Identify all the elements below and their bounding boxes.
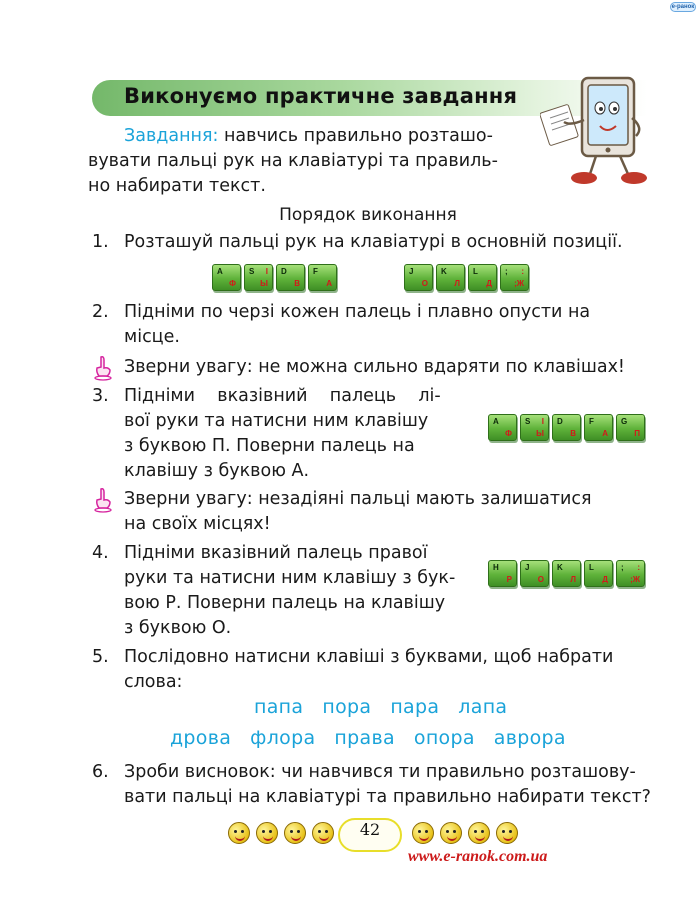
key-latin-label: J (525, 563, 530, 572)
key-latin-label: D (557, 417, 563, 426)
key-cap (552, 560, 581, 587)
key-cap (212, 264, 241, 291)
step-5-line-2: слова: (124, 672, 183, 692)
attention-finger-icon (92, 487, 116, 513)
smiley-icon (256, 822, 278, 844)
key-cap (468, 264, 497, 291)
key-latin-label: F (589, 417, 594, 426)
key-cyrillic-label: Ф (505, 429, 512, 438)
attention-finger-icon (92, 355, 116, 381)
key-cyrillic-label: А (326, 279, 332, 288)
note-2-line-2: на своїх місцях! (124, 514, 271, 534)
step-3-line-2: вої руки та натисни ним клавішу (124, 411, 429, 431)
key-cap (616, 560, 645, 587)
key-cap (244, 264, 273, 291)
step-3-line-3: з буквою П. Поверни палець на (124, 436, 415, 456)
key-cyrillic-label: П (634, 429, 640, 438)
smiley-icon (468, 822, 490, 844)
key-cyrillic-label: Р (506, 575, 512, 584)
key-cap (500, 264, 529, 291)
key-cyrillic-label: О (537, 575, 544, 584)
task-label: Завдання: (124, 126, 219, 146)
key-cap (404, 264, 433, 291)
key-latin-label: A (493, 417, 499, 426)
keyboard-right-home (404, 264, 529, 291)
key-alt-label: І (265, 267, 268, 276)
key-latin-label: G (621, 417, 628, 426)
task-line-3: но набирати текст. (88, 176, 266, 196)
key-cyrillic-label: Д (486, 279, 492, 288)
section-title: Виконуємо практичне завдання (124, 84, 518, 108)
step-6-line-2: вати пальці на клавіатурі та правильно набирати текст? (124, 787, 651, 807)
key-cap (584, 414, 613, 441)
practice-words-row-1: папа пора пара лапа (254, 696, 508, 718)
key-latin-label: K (557, 563, 563, 572)
step-number: 2. (92, 302, 109, 322)
key-cyrillic-label: О (421, 279, 428, 288)
practice-words-row-2: дрова флора права опора аврора (170, 727, 566, 749)
step-number: 3. (92, 386, 109, 406)
step-4-line-3: вою Р. Поверни палець на клавішу (124, 593, 446, 613)
key-latin-label: S (525, 417, 531, 426)
smiley-icon (312, 822, 334, 844)
key-cyrillic-label: Ф (229, 279, 236, 288)
key-latin-label: K (441, 267, 447, 276)
key-latin-label: F (313, 267, 318, 276)
key-cyrillic-label: Ы (260, 279, 268, 288)
key-cap (276, 264, 305, 291)
key-latin-label: L (589, 563, 594, 572)
smiley-icon (440, 822, 462, 844)
note-1-text: Зверни увагу: не можна сильно вдаряти по клавішах! (124, 357, 625, 377)
step-4-line-2: руки та натисни ним клавішу з бук- (124, 568, 456, 588)
key-cap (488, 560, 517, 587)
publisher-url[interactable]: www.e-ranok.com.ua (408, 848, 548, 865)
page-number: 42 (338, 818, 402, 852)
note-2-line-1: Зверни увагу: незадіяні пальці мають залишатися (124, 489, 592, 509)
key-latin-label: ; (505, 267, 508, 276)
key-cap (616, 414, 645, 441)
step-3-line-4: клавішу з буквою А. (124, 461, 310, 481)
step-4-line-4: з буквою О. (124, 618, 232, 638)
key-cap (436, 264, 465, 291)
step-1-text: Розташуй пальці рук на клавіатурі в основній позиції. (124, 232, 623, 252)
key-latin-label: ; (621, 563, 624, 572)
task-line-2: вувати пальці рук на клавіатурі та правиль- (88, 151, 498, 171)
step-3-line-1: Підніми вказівний палець лі- (124, 386, 441, 406)
keyboard-right-with-h (488, 560, 645, 587)
step-number: 1. (92, 232, 109, 252)
key-cyrillic-label: Д (602, 575, 608, 584)
publisher-logo: e-ранок (671, 4, 695, 10)
key-cyrillic-label: Ы (536, 429, 544, 438)
step-6-line-1: Зроби висновок: чи навчився ти правильно розташову- (124, 762, 636, 782)
key-cyrillic-label: А (602, 429, 608, 438)
key-cap (552, 414, 581, 441)
key-cyrillic-label: ;Ж (630, 575, 640, 584)
smiley-icon (412, 822, 434, 844)
step-2-line-1: Підніми по черзі кожен палець і плавно опусти на (124, 302, 591, 322)
task-line-1: Завдання: навчись правильно розташо- (124, 126, 493, 146)
smiley-icon (228, 822, 250, 844)
keyboard-left-home (212, 264, 337, 291)
smiley-icon (284, 822, 306, 844)
keyboard-left-with-g (488, 414, 645, 441)
key-cap (520, 560, 549, 587)
key-cyrillic-label: В (294, 279, 300, 288)
step-number: 5. (92, 647, 109, 667)
key-cap (584, 560, 613, 587)
smiley-icon (496, 822, 518, 844)
key-latin-label: J (409, 267, 414, 276)
procedure-title: Порядок виконання (279, 205, 457, 225)
key-latin-label: A (217, 267, 223, 276)
key-cap (308, 264, 337, 291)
tablet-mascot-icon (540, 70, 655, 190)
key-latin-label: S (249, 267, 255, 276)
key-alt-label: : (521, 267, 524, 276)
key-cap (520, 414, 549, 441)
step-number: 4. (92, 543, 109, 563)
key-alt-label: І (541, 417, 544, 426)
step-4-line-1: Підніми вказівний палець правої (124, 543, 428, 563)
key-cyrillic-label: В (570, 429, 576, 438)
step-number: 6. (92, 762, 109, 782)
key-cap (488, 414, 517, 441)
key-cyrillic-label: Л (454, 279, 460, 288)
step-5-line-1: Послідовно натисни клавіші з буквами, щоб набрати (124, 647, 614, 667)
key-cyrillic-label: ;Ж (514, 279, 524, 288)
key-latin-label: H (493, 563, 499, 572)
step-2-line-2: місце. (124, 327, 180, 347)
key-latin-label: D (281, 267, 287, 276)
key-alt-label: : (637, 563, 640, 572)
key-latin-label: L (473, 267, 478, 276)
key-cyrillic-label: Л (570, 575, 576, 584)
